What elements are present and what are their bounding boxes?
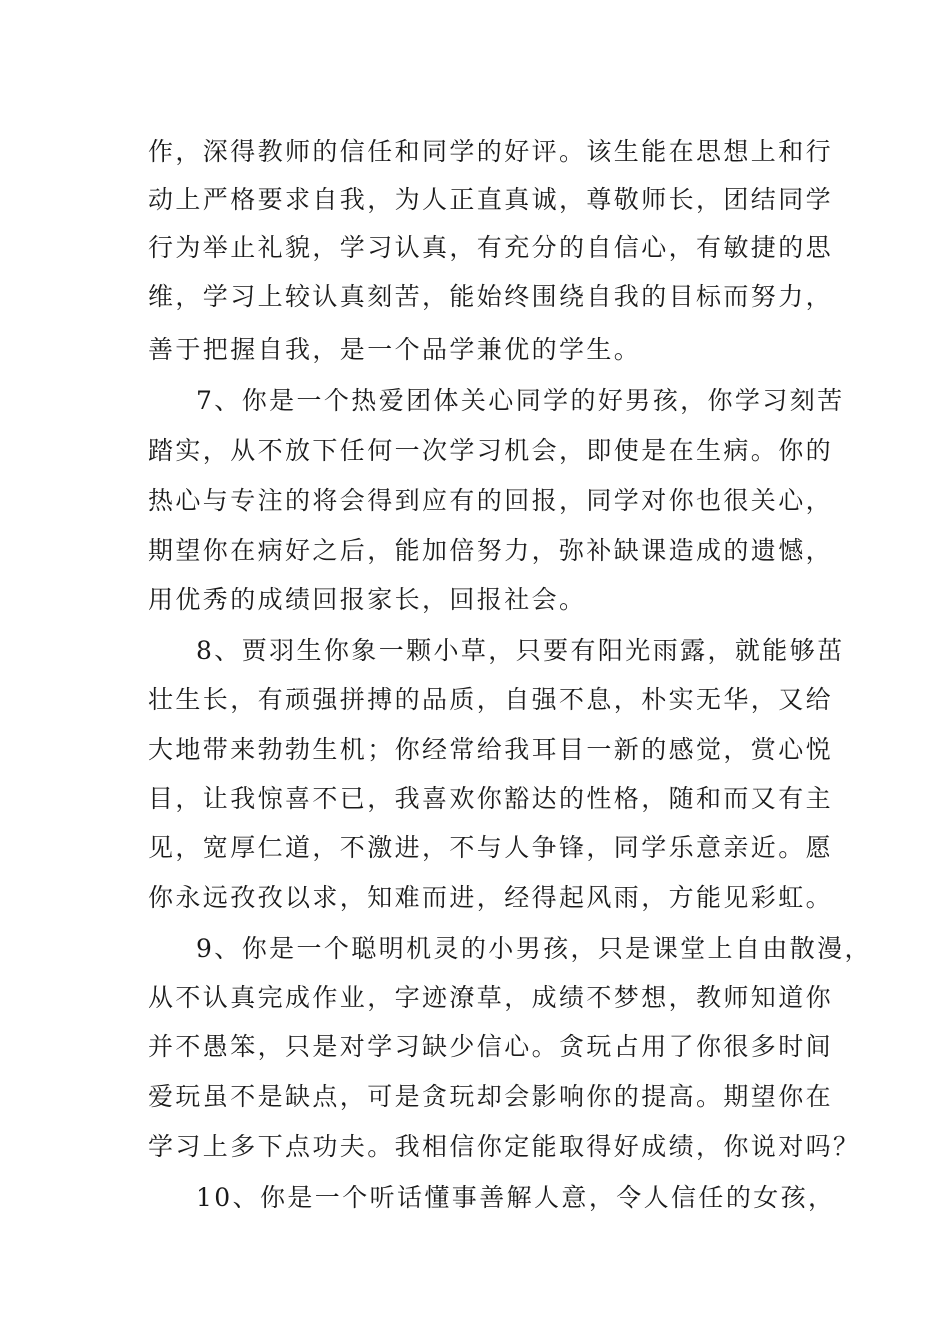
text-line: 从不认真完成作业，字迹潦草，成绩不梦想，教师知道你 [148, 983, 834, 1012]
text-line: 壮生长，有顽强拼搏的品质，自强不息，朴实无华，又给 [148, 685, 834, 714]
text-line: 动上严格要求自我，为人正直真诚，尊敬师长，团结同学 [148, 185, 834, 214]
paragraph-8-start: 8、贾羽生你象一颗小草，只要有阳光雨露，就能够茁 [196, 636, 845, 665]
paragraph-9-start: 9、你是一个聪明机灵的小男孩，只是课堂上自由散漫， [196, 934, 872, 963]
text-line: 行为举止礼貌，学习认真，有充分的自信心，有敏捷的思 [148, 233, 834, 262]
text-line: 见，宽厚仁道，不激进，不与人争锋，同学乐意亲近。愿 [148, 833, 834, 862]
text-line: 维，学习上较认真刻苦，能始终围绕自我的目标而努力， [148, 282, 834, 311]
text-line: 大地带来勃勃生机；你经常给我耳目一新的感觉，赏心悦 [148, 735, 834, 764]
text-line: 用优秀的成绩回报家长，回报社会。 [148, 585, 587, 614]
text-line: 踏实，从不放下任何一次学习机会，即使是在生病。你的 [148, 436, 834, 465]
text-line: 目，让我惊喜不已，我喜欢你豁达的性格，随和而又有主 [148, 784, 834, 813]
text-line: 作，深得教师的信任和同学的好评。该生能在思想上和行 [148, 137, 834, 166]
text-line: 期望你在病好之后，能加倍努力，弥补缺课造成的遗憾， [148, 536, 834, 565]
text-line: 善于把握自我，是一个品学兼优的学生。 [148, 335, 642, 364]
paragraph-10-start: 10、你是一个听话懂事善解人意，令人信任的女孩， [196, 1183, 836, 1212]
paragraph-7-start: 7、你是一个热爱团体关心同学的好男孩，你学习刻苦 [196, 386, 845, 415]
text-line: 你永远孜孜以求，知难而进，经得起风雨，方能见彩虹。 [148, 883, 834, 912]
text-line: 爱玩虽不是缺点，可是贪玩却会影响你的提高。期望你在 [148, 1082, 834, 1111]
text-line: 并不愚笨，只是对学习缺少信心。贪玩占用了你很多时间 [148, 1032, 834, 1061]
text-line: 热心与专注的将会得到应有的回报，同学对你也很关心， [148, 486, 834, 515]
text-line: 学习上多下点功夫。我相信你定能取得好成绩，你说对吗？ [148, 1132, 861, 1161]
